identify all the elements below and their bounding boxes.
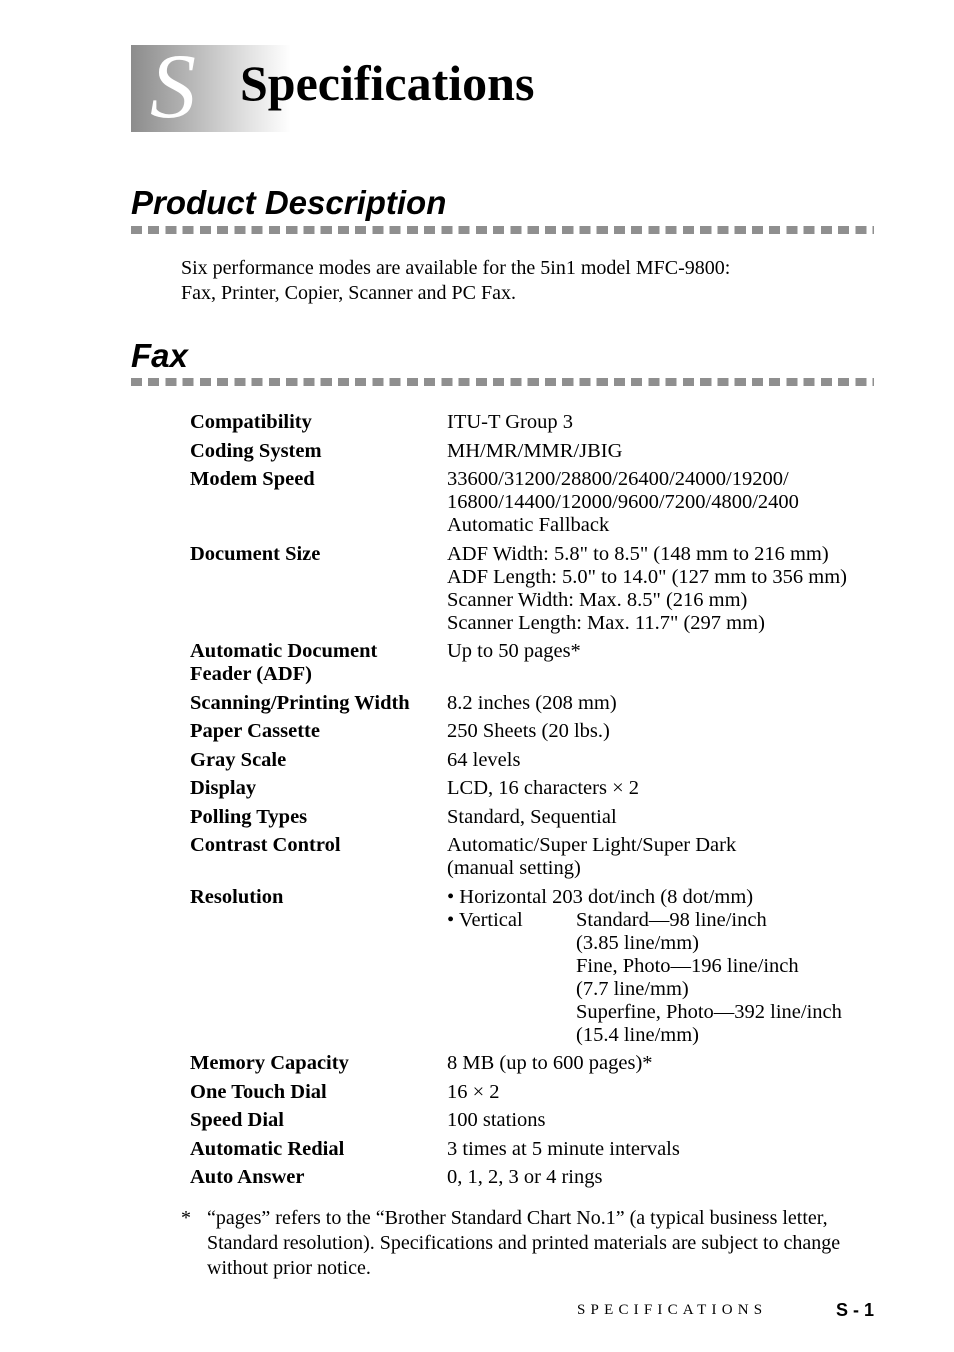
spec-value-line: ITU-T Group 3 bbox=[447, 411, 574, 433]
spec-row bbox=[190, 1166, 890, 1189]
spec-label bbox=[190, 692, 447, 715]
chapter-letter: S bbox=[150, 35, 196, 137]
spec-value-line: Standard, Sequential bbox=[447, 805, 617, 828]
spec-label-line: One Touch Dial bbox=[190, 1080, 327, 1103]
spec-label-line: Polling Types bbox=[190, 805, 308, 828]
spec-value-line: Scanner Width: Max. 8.5" (216 mm) bbox=[447, 588, 748, 611]
product-description-text bbox=[181, 256, 730, 306]
spec-row bbox=[190, 720, 890, 743]
spec-row bbox=[190, 468, 890, 537]
spec-label bbox=[190, 440, 447, 463]
spec-value-line: 16 × 2 bbox=[447, 1080, 500, 1103]
spec-value-line: MH/MR/MMR/JBIG bbox=[447, 439, 623, 462]
spec-value-line: LCD, 16 characters × 2 bbox=[447, 777, 640, 799]
spec-value bbox=[447, 1138, 890, 1161]
spec-value bbox=[447, 411, 890, 434]
spec-value bbox=[447, 886, 890, 1047]
spec-value bbox=[447, 692, 890, 715]
spec-value bbox=[447, 1109, 890, 1132]
intro-line: Six performance modes are available for the 5in1 model MFC-9800: bbox=[181, 257, 731, 279]
spec-row bbox=[190, 777, 890, 800]
spec-value bbox=[447, 1166, 890, 1189]
spec-row bbox=[190, 749, 890, 772]
spec-label-line: Memory Capacity bbox=[190, 1052, 349, 1074]
spec-label-line: Display bbox=[190, 777, 257, 799]
spec-label-line: Feader (ADF) bbox=[190, 663, 313, 685]
spec-label-line: Auto Answer bbox=[190, 1166, 305, 1188]
spec-label bbox=[190, 1166, 447, 1189]
section-divider bbox=[131, 226, 874, 234]
spec-row-resolution bbox=[190, 886, 890, 1047]
spec-value bbox=[447, 806, 890, 829]
spec-label bbox=[190, 640, 447, 686]
spec-label bbox=[190, 1138, 447, 1161]
spec-value bbox=[447, 543, 890, 635]
spec-value-line: 64 levels bbox=[447, 748, 521, 771]
spec-label bbox=[190, 1109, 447, 1132]
spec-value bbox=[447, 720, 890, 743]
spec-label: Resolution bbox=[190, 885, 284, 908]
spec-label-line: Paper Cassette bbox=[190, 720, 320, 742]
spec-label-line: Automatic Redial bbox=[190, 1137, 345, 1160]
spec-row bbox=[190, 440, 890, 463]
spec-label bbox=[190, 806, 447, 829]
footnote bbox=[181, 1206, 881, 1281]
spec-value-line: 0, 1, 2, 3 or 4 rings bbox=[447, 1166, 603, 1188]
page-number: S - 1 bbox=[836, 1300, 875, 1320]
resolution-vertical-line: (7.7 line/mm) bbox=[576, 977, 689, 1000]
resolution-vertical-line: (3.85 line/mm) bbox=[576, 931, 699, 954]
spec-value bbox=[447, 1081, 890, 1104]
spec-value-line: (manual setting) bbox=[447, 857, 581, 879]
resolution-vertical-line: Standard—98 line/inch bbox=[576, 908, 767, 931]
spec-label-line: Gray Scale bbox=[190, 748, 287, 771]
spec-label bbox=[190, 777, 447, 800]
spec-label-line: Modem Speed bbox=[190, 468, 315, 490]
spec-label bbox=[190, 411, 447, 434]
spec-value-line: Automatic Fallback bbox=[447, 514, 610, 536]
spec-value-line: 8 MB (up to 600 pages)* bbox=[447, 1052, 653, 1074]
spec-value-line: 8.2 inches (208 mm) bbox=[447, 691, 617, 714]
spec-label bbox=[190, 543, 447, 635]
spec-row bbox=[190, 834, 890, 880]
spec-value-line: 250 Sheets (20 lbs.) bbox=[447, 720, 610, 742]
resolution-vertical-label: • Vertical bbox=[447, 908, 523, 931]
spec-label-line: Scanning/Printing Width bbox=[190, 691, 410, 714]
spec-row bbox=[190, 411, 890, 434]
spec-label-line: Document Size bbox=[190, 542, 321, 565]
spec-value bbox=[447, 1052, 890, 1075]
chapter-title: Specifications bbox=[240, 55, 535, 111]
spec-value-line: Automatic/Super Light/Super Dark bbox=[447, 834, 737, 856]
fax-heading: Fax bbox=[131, 337, 188, 374]
resolution-vertical-line: Superfine, Photo—392 line/inch bbox=[576, 1000, 842, 1023]
spec-value-line: 100 stations bbox=[447, 1109, 546, 1131]
spec-value-line: 16800/14400/12000/9600/7200/4800/2400 bbox=[447, 491, 799, 513]
footer-section-label: SPECIFICATIONS bbox=[577, 1302, 768, 1318]
spec-label-line: Coding System bbox=[190, 439, 322, 462]
product-description-heading: Product Description bbox=[131, 184, 447, 221]
resolution-vertical-line: (15.4 line/mm) bbox=[576, 1023, 699, 1046]
spec-value-line: Up to 50 pages* bbox=[447, 640, 581, 662]
fax-spec-table bbox=[190, 411, 890, 1195]
spec-label bbox=[190, 1081, 447, 1104]
spec-row bbox=[190, 1081, 890, 1104]
resolution-horizontal: • Horizontal 203 dot/inch (8 dot/mm) bbox=[447, 885, 754, 908]
spec-value bbox=[447, 440, 890, 463]
resolution-vertical bbox=[447, 909, 890, 1047]
spec-label-line: Contrast Control bbox=[190, 834, 341, 856]
spec-row bbox=[190, 543, 890, 635]
spec-label bbox=[190, 834, 447, 880]
spec-label-line: Automatic Document bbox=[190, 640, 378, 662]
spec-value bbox=[447, 640, 890, 686]
spec-label bbox=[190, 1052, 447, 1075]
resolution-vertical-line: Fine, Photo—196 line/inch bbox=[576, 954, 799, 977]
spec-label bbox=[190, 468, 447, 537]
section-divider bbox=[131, 378, 874, 386]
spec-label-line: Speed Dial bbox=[190, 1109, 284, 1131]
spec-row bbox=[190, 1138, 890, 1161]
footnote-text: “pages” refers to the “Brother Standard Chart No.1” (a typical business letter, Standard resolution). Specifications and printed materials are subject to change without prior notice. bbox=[207, 1207, 841, 1279]
spec-label-line: Compatibility bbox=[190, 411, 312, 433]
spec-value bbox=[447, 468, 890, 537]
spec-value-line: Scanner Length: Max. 11.7" (297 mm) bbox=[447, 611, 765, 634]
footnote-marker: * bbox=[181, 1207, 191, 1229]
spec-value bbox=[447, 834, 890, 880]
spec-value bbox=[447, 749, 890, 772]
intro-line: Fax, Printer, Copier, Scanner and PC Fax. bbox=[181, 282, 517, 304]
spec-row bbox=[190, 1052, 890, 1075]
spec-value-line: 3 times at 5 minute intervals bbox=[447, 1137, 680, 1160]
spec-value-line: 33600/31200/28800/26400/24000/19200/ bbox=[447, 468, 789, 490]
spec-row bbox=[190, 640, 890, 686]
spec-value-line: ADF Length: 5.0" to 14.0" (127 mm to 356 mm) bbox=[447, 565, 847, 588]
spec-value bbox=[447, 777, 890, 800]
spec-label bbox=[190, 749, 447, 772]
spec-row bbox=[190, 692, 890, 715]
spec-label bbox=[190, 720, 447, 743]
spec-row bbox=[190, 806, 890, 829]
spec-value-line: ADF Width: 5.8" to 8.5" (148 mm to 216 mm) bbox=[447, 542, 829, 565]
spec-row bbox=[190, 1109, 890, 1132]
